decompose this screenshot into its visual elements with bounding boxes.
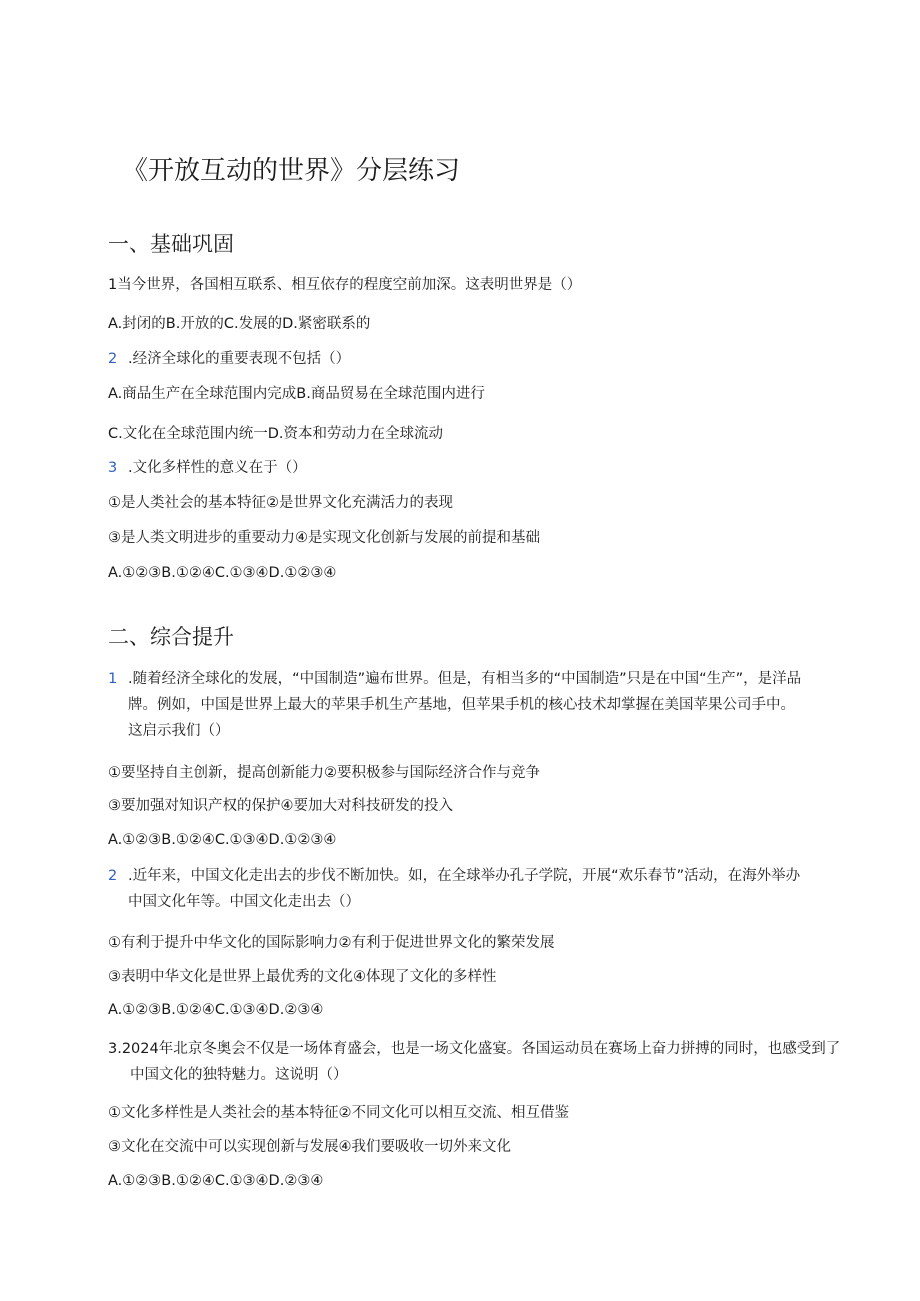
s2-q1-item-1: ①要坚持自主创新，提高创新能力②要积极参与国际经济合作与竞争	[108, 765, 540, 781]
s1-q3-stem: .文化多样性的意义在于（）	[128, 460, 307, 476]
s2-q1-stem: .随着经济全球化的发展，“中国制造”遍布世界。但是，有相当多的“中国制造”只是在中国“生产”，是洋品牌。例如，中国是世界上最大的苹果手机生产基地，但苹果手机的核心技术却掌握在美国苹果公司手中。这启示我们（）	[128, 671, 802, 739]
s2-q3-options: A.①②③B.①②④C.①③④D.②③④	[108, 1173, 324, 1189]
s1-q2-options-1: A.商品生产在全球范围内完成B.商品贸易在全球范围内进行	[108, 386, 485, 402]
s2-q2	[108, 863, 808, 915]
s2-q3-item-2: ③文化在交流中可以实现创新与发展④我们要吸收一切外来文化	[108, 1139, 511, 1155]
s1-q3-options: A.①②③B.①②④C.①③④D.①②③④	[108, 565, 337, 581]
s2-q2-number: 2	[108, 868, 118, 884]
s1-q2	[108, 346, 350, 372]
section-heading-basic: 一、基础巩固	[108, 232, 234, 256]
s2-q2-item-2: ③表明中华文化是世界上最优秀的文化④体现了文化的多样性	[108, 969, 497, 985]
s2-q1-item-2: ③要加强对知识产权的保护④要加大对科技研发的投入	[108, 798, 453, 814]
s2-q2-item-1: ①有利于提升中华文化的国际影响力②有利于促进世界文化的繁荣发展	[108, 935, 555, 951]
s2-q3-stem: 3.2024年北京冬奥会不仅是一场体育盛会，也是一场文化盛宴。各国运动员在赛场上奋力拼搏的同时，也感受到了中国文化的独特魅力。这说明（）	[108, 1041, 841, 1083]
s2-q1-options: A.①②③B.①②④C.①③④D.①②③④	[108, 832, 337, 848]
s2-q1	[108, 666, 808, 744]
s1-q3-item-1: ①是人类社会的基本特征②是世界文化充满活力的表现	[108, 495, 453, 511]
s1-q2-options-2: C.文化在全球范围内统一D.资本和劳动力在全球流动	[108, 426, 444, 442]
s1-q2-number: 2	[108, 351, 118, 367]
s1-q3	[108, 455, 307, 481]
section-heading-advanced: 二、综合提升	[108, 625, 234, 649]
s2-q1-number: 1	[108, 671, 118, 687]
s1-q1-options: A.封闭的B.开放的C.发展的D.紧密联系的	[108, 316, 371, 332]
s1-q3-item-2: ③是人类文明进步的重要动力④是实现文化创新与发展的前提和基础	[108, 530, 540, 546]
s2-q2-options: A.①②③B.①②④C.①③④D.②③④	[108, 1002, 324, 1018]
s2-q3-item-1: ①文化多样性是人类社会的基本特征②不同文化可以相互交流、相互借鉴	[108, 1105, 569, 1121]
s1-q2-stem: .经济全球化的重要表现不包括（）	[128, 351, 351, 367]
s1-q3-number: 3	[108, 460, 118, 476]
s1-q1-stem: 1当今世界，各国相互联系、相互依存的程度空前加深。这表明世界是（）	[108, 277, 582, 293]
s2-q2-stem: .近年来，中国文化走出去的步伐不断加快。如，在全球举办孔子学院，开展“欢乐春节”活动，在海外举办中国文化年等。中国文化走出去（）	[128, 868, 801, 910]
document-title: 《开放互动的世界》分层练习	[122, 156, 461, 186]
